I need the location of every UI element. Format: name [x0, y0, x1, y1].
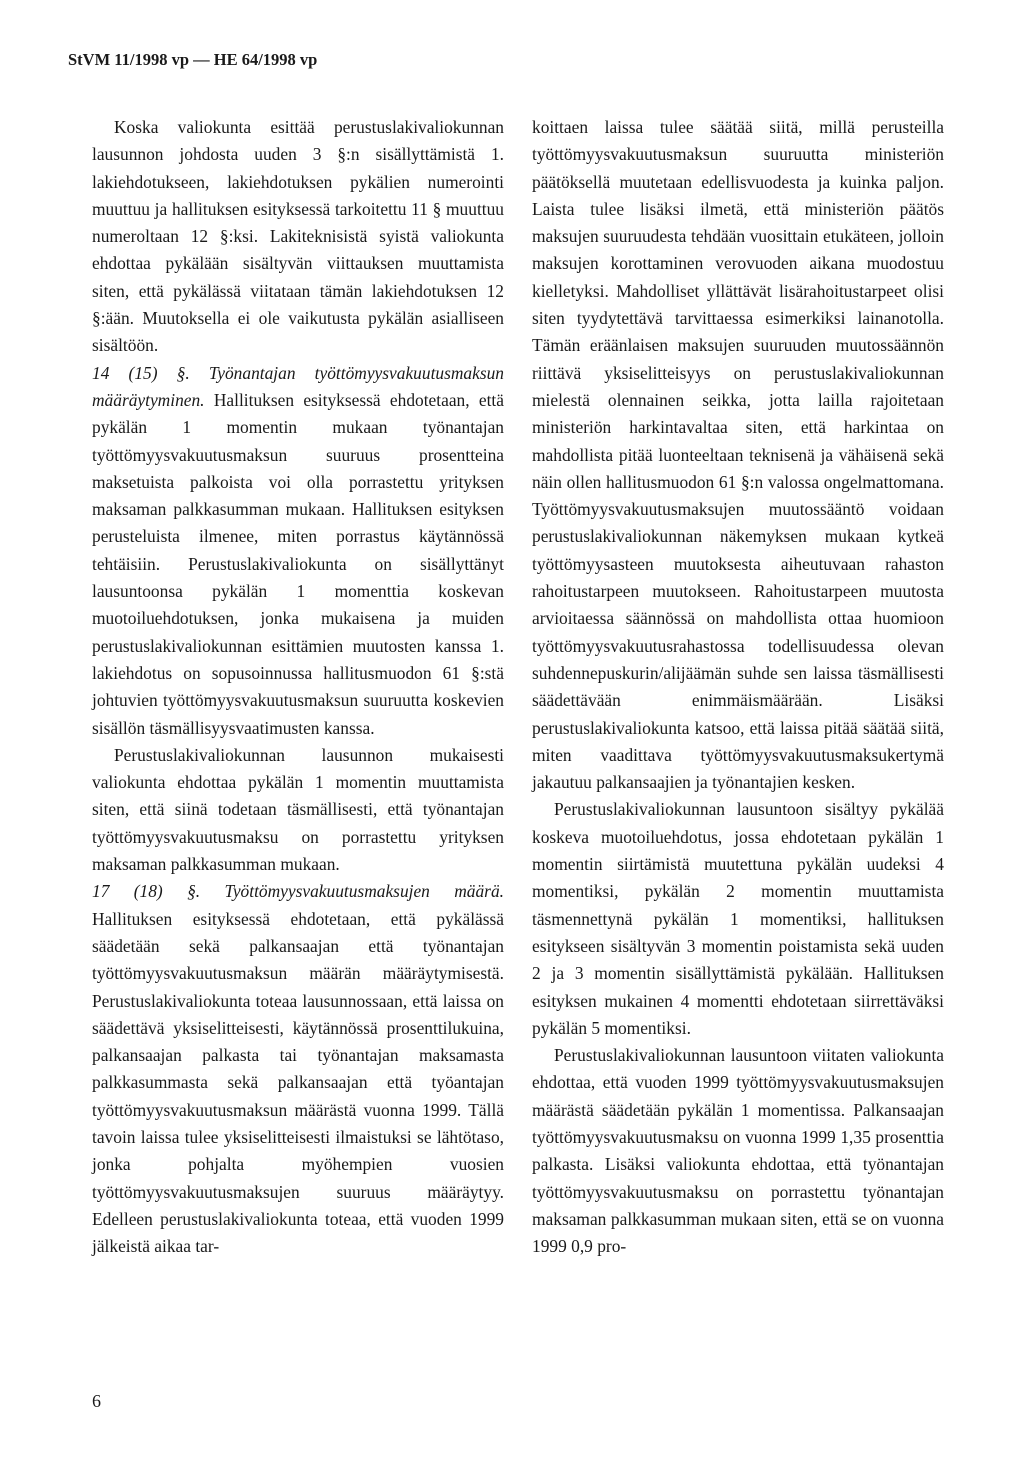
- paragraph: Perustuslakivaliokunnan lausunnon mukaisesti valiokunta ehdottaa pykälän 1 momentin muuttamista siten, että siinä todetaan täsmällisesti, että työnantajan työttömyysvakuutusmaksu on porrastettu yrityksen maksaman palkkasumman mukaan.: [92, 744, 504, 875]
- section-body: Hallituksen esityksessä ehdotetaan, että pykälässä säädetään sekä palkansaajan että työnantajan työttömyysvakuutusmaksun määrän määräytymisestä. Perustuslakivaliokunta toteaa lausunnossaan, että laissa on säädettävä yksiselitteisesti, käytännössä prosenttilukuina, palkansaajan palkasta tai työnantajan maksamasta palkkasummasta sekä palkansaajan että työantajan työttömyysvakuutusmaksun määrästä vuonna 1999. Tällä tavoin laissa tulee yksiselitteisesti ilmaistuksi se lähtötaso, jonka pohjalta myöhempien vuosien työttömyysvakuutusmaksujen suuruus määräytyy. Edelleen perustuslakivaliokunta toteaa, että vuoden 1999 jälkeistä aikaa tar-: [92, 908, 504, 1257]
- paragraph: Perustuslakivaliokunnan lausuntoon viitaten valiokunta ehdottaa, että vuoden 1999 työttömyysvakuutusmaksujen määrästä säädetään pykälän 1 momentissa. Palkansaajan työttömyysvakuutusmaksu on vuonna 1999 1,35 prosenttia palkasta. Lisäksi valiokunta ehdottaa, että työnantajan työttömyysvakuutusmaksu on porrastettu työnantajan maksaman palkkasumman mukaan siten, että se on vuonna 1999 0,9 pro-: [532, 1045, 944, 1257]
- section-title: 17 (18) §. Työttömyysvakuutusmaksujen määrä.: [92, 881, 504, 902]
- section-17: [92, 878, 504, 1260]
- paragraph: Perustuslakivaliokunnan lausuntoon sisältyy pykälää koskeva muotoiluehdotus, jossa ehdotetaan pykälän 1 momentin siirtämistä muutettuna pykälän uudeksi 4 momentiksi, pykälän 2 momentin muuttamista täsmennettynä pykälän 1 momentiksi, hallituksen esitykseen sisältyvän 3 momentin poistamista sekä uuden 2 ja 3 momentin sisällyttämistä pykälään. Hallituksen esityksen mukainen 4 momentti ehdotetaan siirrettäväksi pykälän 5 momentiksi.: [532, 799, 944, 1038]
- section-title: 14 (15) §. Työnantajan työttömyysvakuutusmaksun määräytyminen.: [92, 362, 504, 410]
- section-body: Hallituksen esityksessä ehdotetaan, että pykälän 1 momentin mukaan työnantajan työttömyysvakuutusmaksun suuruus prosentteina maksetuista palkoista voi olla porrastettu yrityksen maksaman palkkasumman mukaan. Hallituksen esityksen perusteluista ilmenee, miten porrastus käytännössä tehtäisiin. Perustuslakivaliokunta on sisällyttänyt lausuntoonsa pykälän 1 momenttia koskevan muotoiluehdotuksen, jonka mukaisena ja muiden perustuslakivaliokunnan esittämien muutosten kanssa 1. lakiehdotus on sopusoinnussa hallitusmuodon 61 §:stä johtuvien työttömyysvakuutusmaksun suuruutta koskevien sisällön täsmällisyysvaatimusten kanssa.: [92, 389, 504, 738]
- right-column: [532, 114, 944, 1260]
- running-header: StVM 11/1998 vp — HE 64/1998 vp: [68, 50, 318, 69]
- section-14: [92, 360, 504, 742]
- paragraph: koittaen laissa tulee säätää siitä, millä perusteilla työttömyysvakuutusmaksun suuruutta ministeriön päätöksellä muutetaan edellisvuodesta ja kuinka paljon. Laista tulee lisäksi ilmetä, että ministeriön päätös maksujen suuruudesta tehdään vuosittain etukäteen, jolloin maksujen korottaminen verovuoden aikana muodostuu kielletyksi. Mahdolliset yllättävät lisärahoitustarpeet olisi siten tyydytettävä tarvittaessa esimerkiksi lainanotolla. Tämän eräänlaisen maksujen suuruuden muutossäännön riittävä yksiselitteisyys on perustuslakivaliokunnan mielestä olennainen seikka, jotta lailla rajoitetaan ministeriön harkintavaltaa siten, että harkintaa on mahdollista pitää luonteeltaan teknisenä ja vähäisenä sekä näin ollen hallitusmuodon 61 §:n valossa ongelmattomana. Työttömyysvakuutusmaksujen muutossääntö voidaan perustuslakivaliokunnan näkemyksen mukaan kytkeä työttömyysasteen muutoksesta aiheutuvaan rahaston rahoitustarpeen muutokseen. Rahoitustarpeen muutosta arvioitaessa säännössä on mahdollista ottaa huomioon työttömyysvakuutusrahastossa todellisuudessa olevan suhdennepuskurin/alijäämän suhde sen laissa täsmällisesti säädettävään enimmäismäärään. Lisäksi perustuslakivaliokunta katsoo, että laissa pitää säätää siitä, miten vaadittava työttömyysvakuutusmaksukertymä jakautuu palkansaajien ja työnantajien kesken.: [532, 117, 944, 793]
- paragraph: Koska valiokunta esittää perustuslakivaliokunnan lausunnon johdosta uuden 3 §:n sisällyttämistä 1. lakiehdotukseen, lakiehdotuksen pykälien numerointi muuttuu ja hallituksen esityksessä tarkoitettu 11 § muuttuu numeroltaan 12 §:ksi. Lakiteknisistä syistä valiokunta ehdottaa pykälään sisältyvän viittauksen muuttamista siten, että pykälässä viitataan tämän lakiehdotuksen 12 §:ään. Muutoksella ei ole vaikutusta pykälän asialliseen sisältöön.: [92, 117, 504, 356]
- page-number: 6: [92, 1391, 101, 1411]
- left-column: [92, 114, 504, 1260]
